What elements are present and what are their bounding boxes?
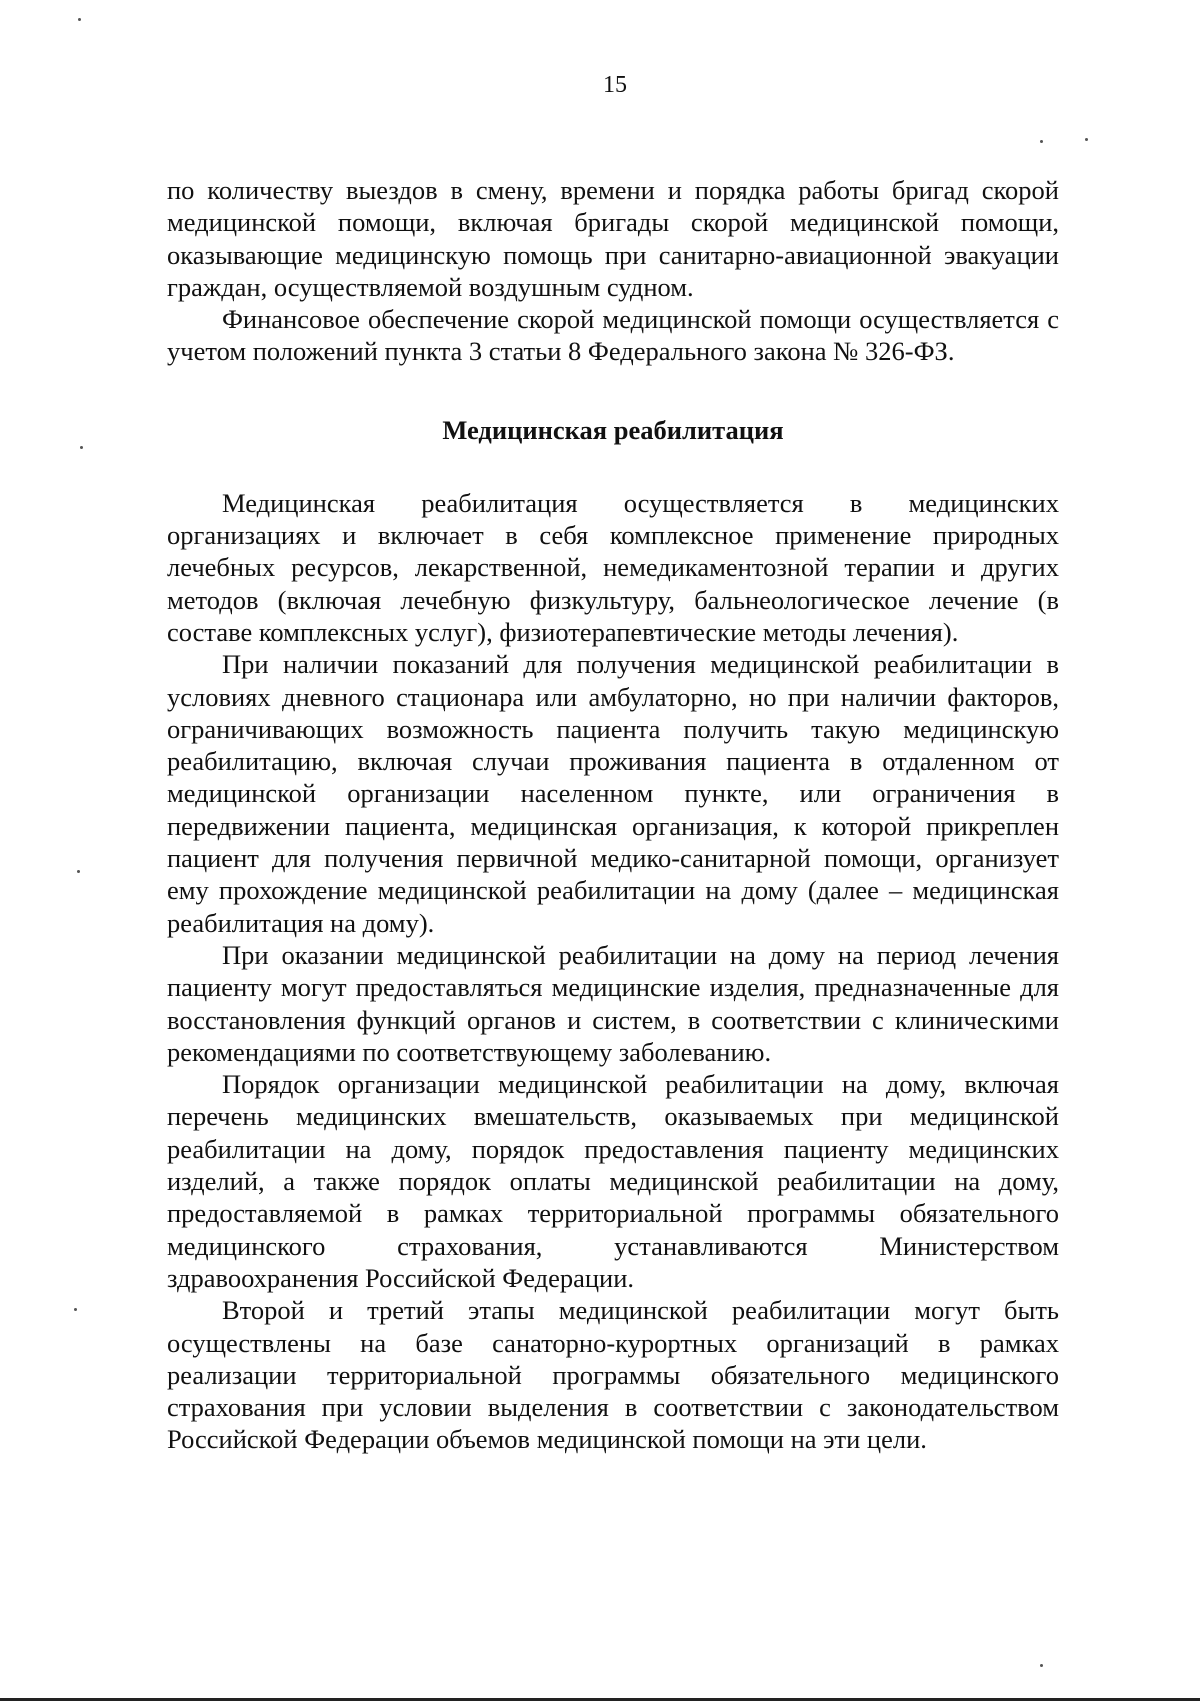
paragraph: Второй и третий этапы медицинской реабилитации могут быть осуществлены на базе санаторно-курортных организаций в рамках реализации территориальной программы обязательного медицинского страхования при условии выделения в соответствии с законодательством Российской Федерации объемов медицинской помощи на эти цели. [167, 1295, 1059, 1455]
section-heading: Медицинская реабилитация [442, 414, 784, 445]
paragraph: При оказании медицинской реабилитации на дому на период лечения пациенту могут предоставляться медицинские изделия, предназначенные для восстановления функций органов и систем, в соответствии с клиническими рекомендациями по соответствующему заболеванию. [167, 939, 1059, 1067]
scan-speck [74, 1308, 77, 1311]
document-body [167, 174, 1059, 1456]
page-number: 15 [603, 72, 627, 98]
scan-speck [1085, 138, 1088, 141]
scan-speck [1040, 1664, 1043, 1667]
scan-speck [80, 446, 83, 449]
paragraph: Финансовое обеспечение скорой медицинской помощи осуществляется с учетом положений пункта 3 статьи 8 Федерального закона № 326-ФЗ. [167, 304, 1059, 367]
scan-edge-line [0, 1698, 1200, 1701]
paragraph: Порядок организации медицинской реабилитации на дому, включая перечень медицинских вмешательств, оказываемых при медицинской реабилитации на дому, порядок предоставления пациенту медицинских изделий, а также порядок оплаты медицинской реабилитации на дому, предоставляемой в рамках территориальной программы обязательного медицинского страхования, устанавливаются Министерством здравоохранения Российской Федерации. [167, 1069, 1059, 1293]
paragraph: по количеству выездов в смену, времени и порядка работы бригад скорой медицинской помощи, включая бригады скорой медицинской помощи, оказывающие медицинскую помощь при санитарно-авиационной эвакуации граждан, осуществляемой воздушным судном. [167, 175, 1059, 302]
paragraph: Медицинская реабилитация осуществляется в медицинских организациях и включает в себя комплексное применение природных лечебных ресурсов, лекарственной, немедикаментозной терапии и других методов (включая лечебную физкультуру, бальнеологическое лечение (в составе комплексных услуг), физиотерапевтические методы лечения). [167, 487, 1059, 647]
scan-speck [78, 18, 81, 21]
scan-speck [1040, 140, 1043, 143]
scan-speck [77, 870, 80, 873]
paragraph: При наличии показаний для получения медицинской реабилитации в условиях дневного стационара или амбулаторно, но при наличии факторов, ограничивающих возможность пациента получить такую медицинскую реабилитацию, включая случаи проживания пациента в отдаленном от медицинской организации населенном пункте, или ограничения в передвижении пациента, медицинская организация, к которой прикреплен пациент для получения первичной медико-санитарной помощи, организует ему прохождение медицинской реабилитации на дому (далее – медицинская реабилитация на дому). [167, 649, 1059, 938]
